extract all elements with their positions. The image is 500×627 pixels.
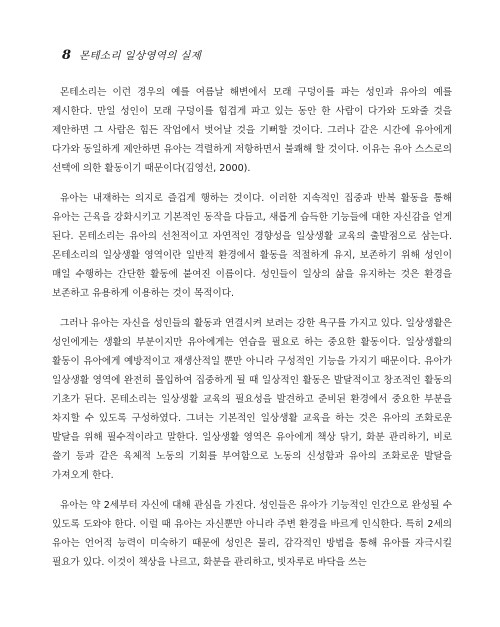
- section-title: 몬테소리 일상영역의 실제: [79, 50, 202, 62]
- body-paragraph-2: 유아는 내재하는 의지로 즐겁게 행하는 것이다. 이러한 지속적인 집중과 반복 활동을 통해 유아는 근육을 강화시키고 기본적인 동작을 다듬고, 새롭게 습득한 기능들에 대한 자신감을 얻게 된다. 몬테소리는 유아의 선천적이고 자연적인 경향성을 일상생활 교육의 출발점으로 삼는다. 몬테소리의 일상생활 영역이란 일반적 환경에서 활동을 적절하게 유지, 보존하기 위해 성인이 매일 수행하는 간단한 활동에 붙여진 이름이다. 성인들이 일상의 삶을 유지하는 것은 환경을 보존하고 유용하게 이용하는 것이 목적이다.: [52, 193, 452, 299]
- body-paragraph-3: 그러나 유아는 자신을 성인들의 활동과 연결시켜 보려는 강한 욕구를 가지고 있다. 일상생활은 성인에게는 생활의 부분이지만 유아에게는 연습을 필요로 하는 중요한 활동이다. 일상생활의 활동이 유아에게 예방적이고 재생산적일 뿐만 아니라 구성적인 기능을 가지기 때문이다. 유아가 일상생활 영역에 완전히 몰입하여 집중하게 될 때 일상적인 활동은 발달적이고 창조적인 활동의 기초가 된다. 몬테소리는 일상생활 교육의 필요성을 발견하고 준비된 환경에서 중요한 부분을 차지할 수 있도록 구성하였다. 그녀는 기본적인 일상생활 교육을 하는 것은 유아의 조화로운 발달을 위해 필수적이라고 말한다. 일상생활 영역은 유아에게 책상 닦기, 화분 관리하기, 비로 쓸기 등과 같은 육체적 노동의 기회를 부여함으로 노동의 신성함과 유아의 조화로운 발달을 가져오게 한다.: [52, 318, 452, 481]
- page-number: 8: [62, 48, 72, 63]
- running-header: [62, 48, 452, 63]
- body-paragraph-4: 유아는 약 2세부터 자신에 대해 관심을 가진다. 성인들은 유아가 기능적인 인간으로 완성될 수 있도록 도와야 한다. 이럴 때 유아는 자신뿐만 아니라 주변 환경을 바르게 인식한다. 특히 2세의 유아는 언어적 능력이 미숙하기 때문에 성인은 물리, 감각적인 방법을 통해 유아를 자극시킬 필요가 있다. 이것이 책상을 나르고, 화분을 관리하고, 빗자루로 바닥을 쓰는: [52, 500, 452, 568]
- body-paragraph-1: 몬테소리는 이런 경우의 예를 여름날 해변에서 모래 구덩이를 파는 성인과 유아의 예를 제시한다. 만일 성인이 모래 구덩이를 힘겹게 파고 있는 동안 한 사람이 다가와 도와줄 것을 제안하면 그 사람은 힘든 작업에서 벗어날 것을 기뻐할 것이다. 그러나 같은 시간에 유아에게 다가와 동일하게 제안하면 유아는 격렬하게 저항하면서 불쾌해 할 것이다. 이유는 유아 스스로의 선택에 의한 활동이기 때문이다(김영선, 2000).: [52, 87, 452, 174]
